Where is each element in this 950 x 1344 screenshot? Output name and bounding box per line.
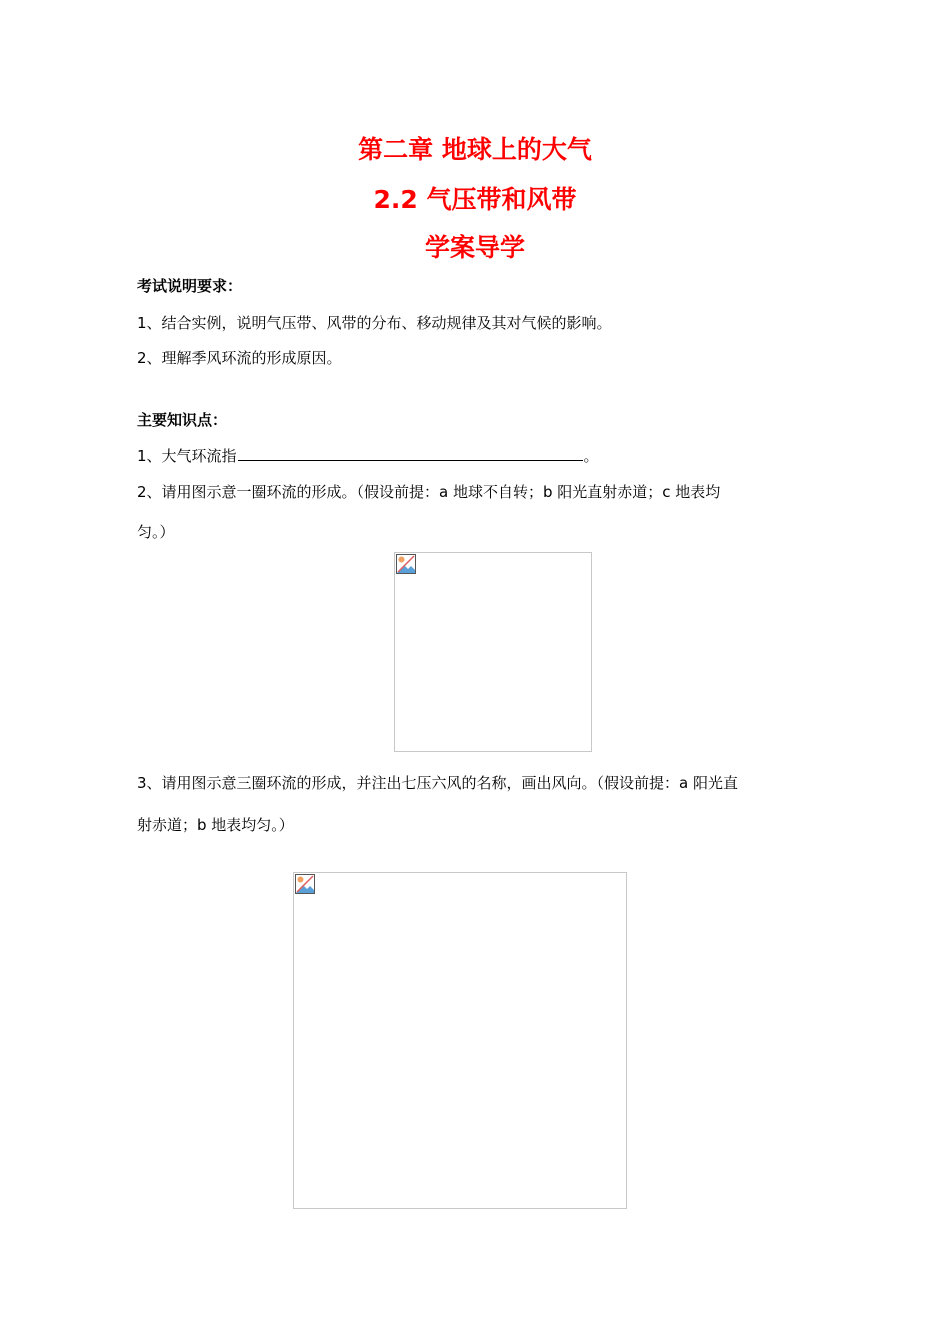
broken-image-icon	[396, 554, 416, 574]
chapter-title: 第二章 地球上的大气	[358, 135, 592, 164]
question-3-line-1: 3、请用图示意三圈环流的形成，并注出七压六风的名称，画出风向。（假设前提：a 阳光直	[137, 774, 739, 792]
question-1-suffix: 。	[583, 447, 599, 465]
figure-three-cell-circulation	[293, 872, 627, 1209]
requirement-item-1: 1、结合实例，说明气压带、风带的分布、移动规律及其对气候的影响。	[137, 314, 612, 332]
figure-single-cell-circulation	[394, 552, 592, 752]
answer-blank	[238, 446, 583, 461]
subtitle: 学案导学	[424, 233, 525, 262]
question-2-line-1: 2、请用图示意一圈环流的形成。（假设前提：a 地球不自转；b 阳光直射赤道；c 地表均	[137, 483, 721, 501]
question-3-line-2: 射赤道；b 地表均匀。）	[137, 816, 294, 834]
requirement-item-2: 2、理解季风环流的形成原因。	[137, 349, 342, 367]
requirements-heading: 考试说明要求：	[137, 277, 243, 295]
question-1	[137, 446, 599, 466]
question-2-line-2: 匀。）	[137, 523, 175, 541]
question-1-prefix: 1、大气环流指	[137, 447, 237, 465]
knowledge-heading: 主要知识点：	[137, 411, 228, 429]
section-title: 2.2 气压带和风带	[373, 185, 577, 214]
broken-image-icon	[295, 874, 315, 894]
